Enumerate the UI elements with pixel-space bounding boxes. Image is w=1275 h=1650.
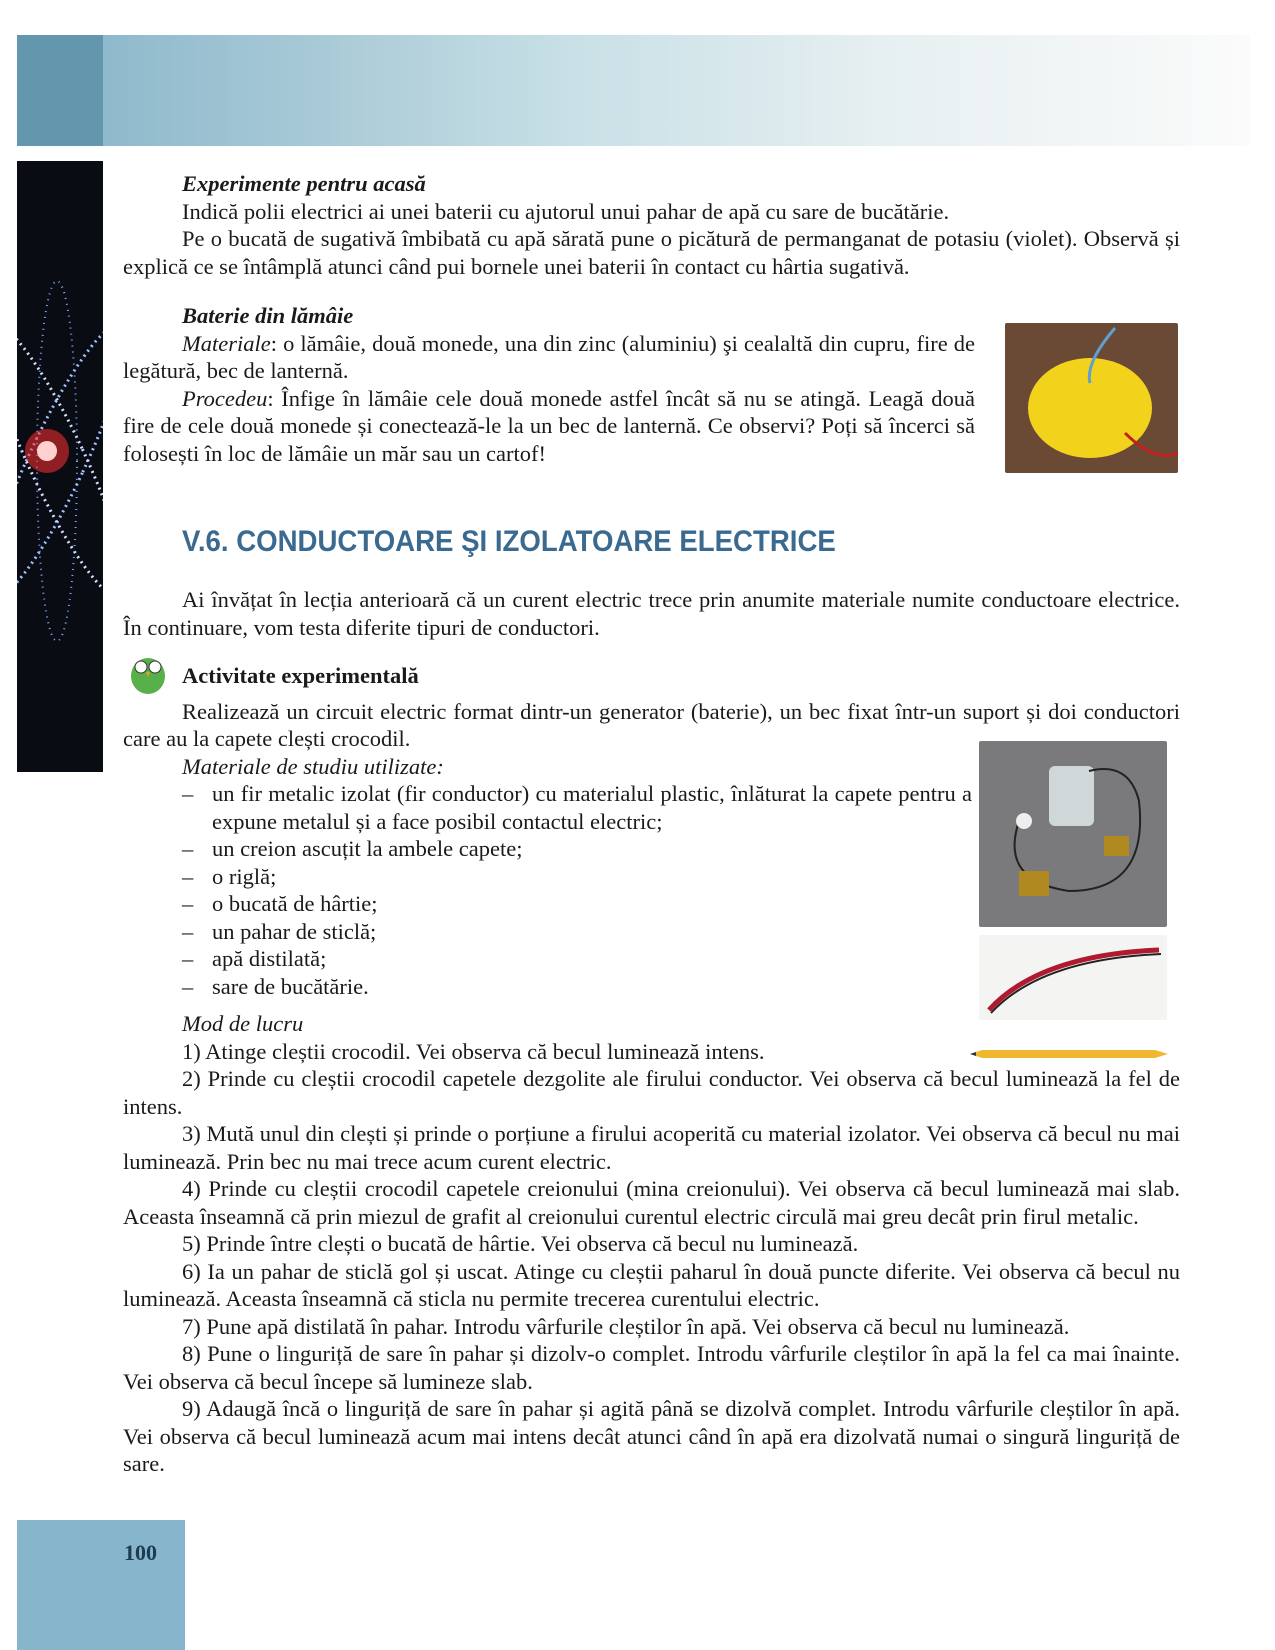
step: 9) Adaugă încă o linguriță de sare în pahar și agită până se dizolvă complet. Introdu vârfurile cleștilor în apă. Vei observa că becul luminează acum mai intens decât atunci când în apă era dizolvată numai o singură linguriță de sare. xyxy=(123,1396,1180,1476)
page-number: 100 xyxy=(124,1540,157,1565)
step: 4) Prinde cu cleștii crocodil capetele creionului (mina creionului). Vei observa că becul luminează mai slab. Aceasta înseamnă că prin miezul de grafit al creionului curentul electric circulă mai greu decât prin firul metalic. xyxy=(123,1176,1180,1229)
header-square xyxy=(17,35,103,146)
home-paragraph-1: Indică polii electrici ai unei baterii cu ajutorul unui pahar de apă cu sare de bucătărie. xyxy=(182,198,950,224)
home-experiments-section xyxy=(123,170,1180,280)
circuit-photo xyxy=(979,741,1167,927)
section-heading: V.6. CONDUCTOARE ŞI IZOLATOARE ELECTRICE xyxy=(182,525,836,558)
step: 2) Prinde cu cleștii crocodil capetele dezgolite ale firului conductor. Vei observa că becul luminează la fel de intens. xyxy=(123,1066,1180,1119)
step: 6) Ia un pahar de sticlă gol și uscat. Atinge cu cleștii paharul în două puncte diferite. Vei observa că becul nu luminează. Aceasta înseamnă că sticla nu permite trecerea curentului electric. xyxy=(123,1258,1180,1311)
atom-decoration-image xyxy=(17,161,103,772)
activity-title: Activitate experimentală xyxy=(182,663,419,688)
pencil-photo xyxy=(970,1046,1168,1056)
home-paragraph-2: Pe o bucată de sugativă îmbibată cu apă sărată pune o picătură de permanganat de potasiu (violet). Observă și explică ce se întâmplă atunci când pui bornele unei baterii în contact cu hârtia sugativă. xyxy=(123,226,1180,279)
procedure-label: Procedeu xyxy=(182,385,268,411)
home-experiments-title: Experimente pentru acasă xyxy=(182,171,426,196)
procedure-text: : Înfige în lămâie cele două monede astfel încât să nu se atingă. Leagă două fire de cele două monede și conectează-le la un bec de lanternă. Ce observi? Poți să încerci să folosești în loc de lămâie un măr sau un cartof! xyxy=(123,385,975,466)
section-intro xyxy=(123,586,1180,641)
step: 3) Mută unul din clești și prinde o porțiune a firului acoperită cu material izolator. Vei observa că becul nu mai luminează. Prin bec nu mai trece acum curent electric. xyxy=(123,1121,1180,1174)
intro-paragraph: Ai învățat în lecția anterioară că un curent electric trece prin anumite materiale numite conductoare electrice. În continuare, vom testa diferite tipuri de conductori. xyxy=(123,587,1180,640)
footer-block xyxy=(17,1520,185,1650)
materials-text: : o lămâie, două monede, una din zinc (aluminiu) şi cealaltă din cupru, fire de legătură, bec de lanternă. xyxy=(123,330,975,383)
list-item: – o riglă; xyxy=(182,863,972,891)
list-item: – apă distilată; xyxy=(182,945,972,973)
list-item: – o bucată de hârtie; xyxy=(182,890,972,918)
materials-title: Materiale de studiu utilizate: xyxy=(182,753,444,779)
list-item: – un creion ascuțit la ambele capete; xyxy=(182,835,972,863)
lemon-battery-section xyxy=(123,302,975,467)
materials-label: Materiale xyxy=(182,330,271,356)
step: 7) Pune apă distilată în pahar. Introdu vârfurile cleștilor în apă. Vei observa că becul nu luminează. xyxy=(182,1313,1070,1339)
activity-intro: Realizează un circuit electric format dintr-un generator (baterie), un bec fixat într-un suport și doi conductori care au la capete clești crocodil. xyxy=(123,698,1180,751)
header-band xyxy=(17,35,1250,146)
list-item: – un pahar de sticlă; xyxy=(182,918,972,946)
lemon-title: Baterie din lămâie xyxy=(182,303,354,328)
lemon-battery-photo xyxy=(1005,323,1178,473)
materials-list xyxy=(123,780,972,1000)
steps-title: Mod de lucru xyxy=(182,1011,304,1036)
list-item: – un fir metalic izolat (fir conductor) cu materialul plastic, înlăturat la capete pentru a expune metalul și a face posibil contactul electric; xyxy=(182,780,972,835)
step: 5) Prinde între clești o bucată de hârtie. Vei observa că becul nu luminează. xyxy=(182,1231,859,1256)
step: 8) Pune o linguriță de sare în pahar și dizolv-o complet. Introdu vârfurile cleștilor în apă la fel ca mai înainte. Vei observa că becul începe să lumineze slab. xyxy=(123,1341,1180,1394)
list-item: – sare de bucătărie. xyxy=(182,973,972,1001)
step: 1) Atinge cleștii crocodil. Vei observa că becul luminează intens. xyxy=(182,1038,765,1064)
wire-photo xyxy=(979,935,1167,1020)
